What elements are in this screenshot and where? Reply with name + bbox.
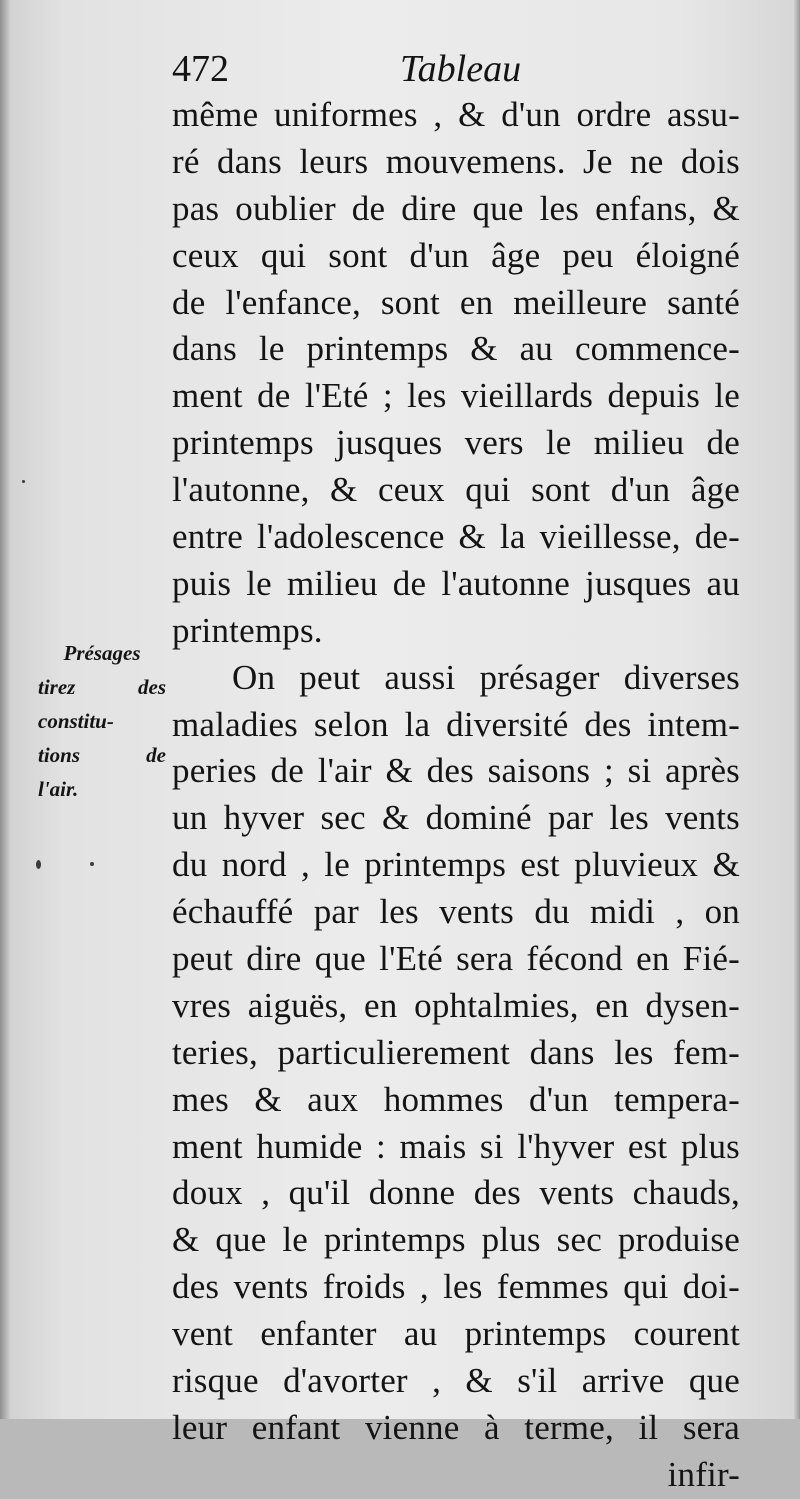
text-line: leur enfant vienne à terme, il sera bbox=[172, 1407, 740, 1447]
ink-speck bbox=[90, 862, 94, 866]
page-number: 472 bbox=[172, 48, 229, 90]
marginal-note-line: constitu- bbox=[38, 709, 114, 733]
text-line: pas oublier de dire que les enfans, & bbox=[172, 188, 740, 228]
catchword: infir- bbox=[667, 1454, 740, 1494]
text-line: & que le printemps plus sec produise bbox=[172, 1220, 740, 1260]
text-line: printemps. bbox=[172, 610, 323, 650]
marginal-note-line: tions de bbox=[38, 743, 166, 767]
text-line: du nord , le printemps est pluvieux & bbox=[172, 845, 740, 885]
text-line: des vents froids , les femmes qui doi- bbox=[172, 1267, 740, 1307]
text-line: entre l'adolescence & la vieillesse, de- bbox=[172, 517, 740, 557]
text-line: vent enfanter au printemps courent bbox=[172, 1314, 740, 1354]
ink-speck bbox=[36, 860, 41, 869]
text-line: printemps jusques vers le milieu de bbox=[172, 423, 740, 463]
page-edge-left bbox=[0, 0, 10, 1419]
text-line: peut dire que l'Eté sera fécond en Fié- bbox=[172, 939, 740, 979]
running-title: Tableau bbox=[400, 48, 522, 90]
text-line: l'autonne, & ceux qui sont d'un âge bbox=[172, 470, 740, 510]
text-line: ré dans leurs mouvemens. Je ne dois bbox=[172, 141, 740, 181]
text-line: peries de l'air & des saisons ; si après bbox=[172, 751, 740, 791]
text-line: échauffé par les vents du midi , on bbox=[172, 892, 740, 932]
paragraph-first-line: On peut aussi présager diverses bbox=[232, 657, 740, 697]
marginal-note bbox=[38, 636, 166, 806]
text-line: même uniformes , & d'un ordre assu- bbox=[172, 95, 740, 134]
text-line: risque d'avorter , & s'il arrive que bbox=[172, 1361, 740, 1401]
text-line: doux , qu'il donne des vents chauds, bbox=[172, 1173, 740, 1213]
page-edge-right bbox=[794, 0, 800, 1419]
text-line: vres aiguës, en ophtalmies, en dysen- bbox=[172, 985, 740, 1025]
text-line: mes & aux hommes d'un tempera- bbox=[172, 1079, 740, 1119]
marginal-note-line: l'air. bbox=[38, 777, 79, 801]
text-line: dans le printemps & au commence- bbox=[172, 329, 740, 369]
text-line: ment humide : mais si l'hyver est plus bbox=[172, 1126, 740, 1166]
ink-speck bbox=[22, 480, 25, 483]
text-line: un hyver sec & dominé par les vents bbox=[172, 798, 740, 838]
marginal-note-line: Présages bbox=[63, 641, 141, 665]
marginal-note-line: tirez des bbox=[38, 675, 166, 699]
text-line: ment de l'Eté ; les vieillards depuis le bbox=[172, 376, 740, 416]
text-line: teries, particulierement dans les fem- bbox=[172, 1032, 740, 1072]
text-line: de l'enfance, sont en meilleure santé bbox=[172, 282, 740, 322]
body-text bbox=[172, 92, 740, 1499]
text-line: maladies selon la diversité des intem- bbox=[172, 704, 740, 744]
text-line: puis le milieu de l'autonne jusques au bbox=[172, 563, 740, 603]
page-header bbox=[172, 44, 732, 94]
text-line: ceux qui sont d'un âge peu éloigné bbox=[172, 235, 740, 275]
